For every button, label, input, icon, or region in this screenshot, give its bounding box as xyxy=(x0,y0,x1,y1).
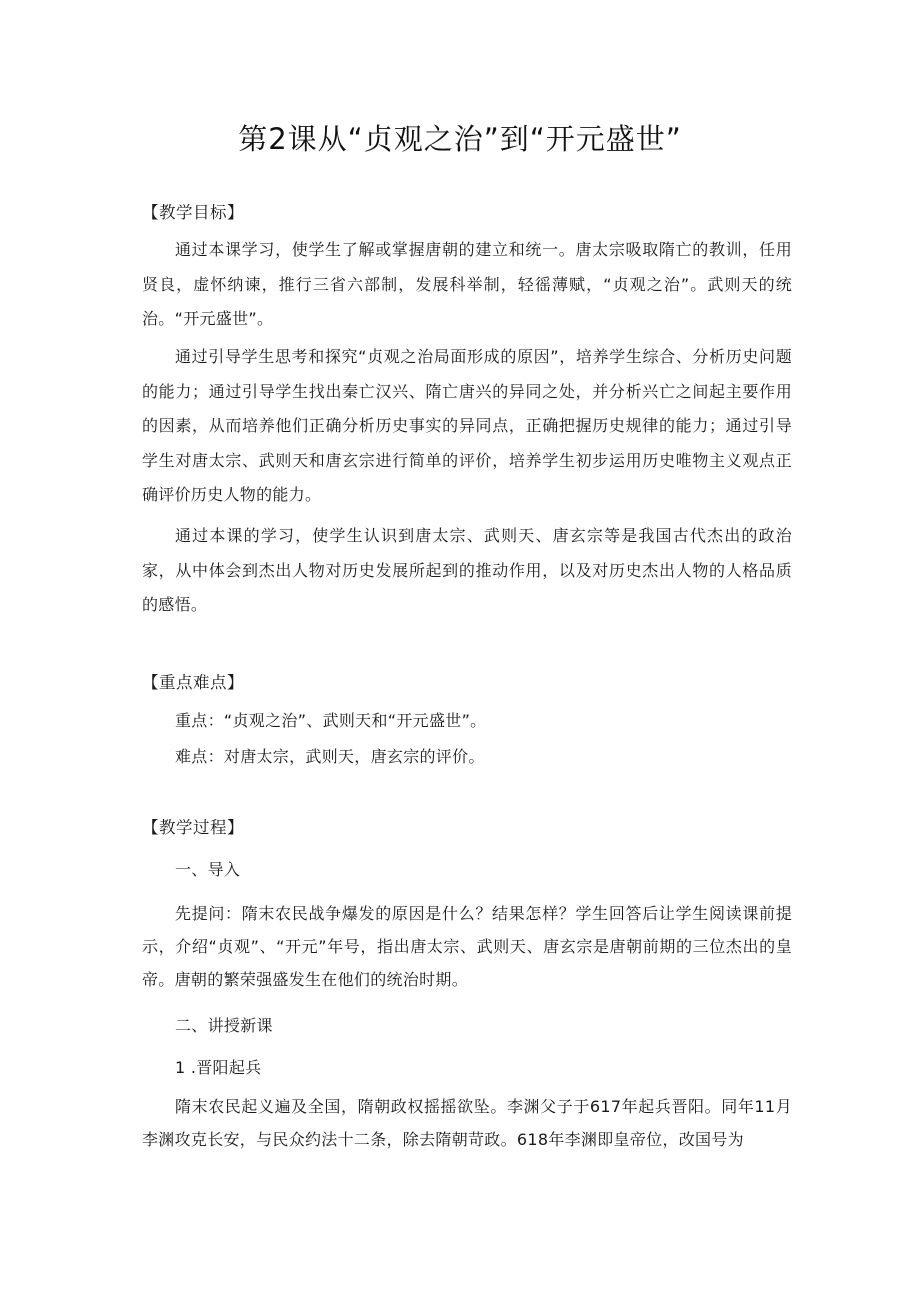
objectives-paragraph-2: 通过引导学生思考和探究“贞观之治局面形成的原因”，培养学生综合、分析历史问题的能力；通过引导学生找出秦亡汉兴、隋亡唐兴的异同之处，并分析兴亡之间起主要作用的因素，从而培养他们正确分析历史事实的异同点，正确把握历史规律的能力；通过引导学生对唐太宗、武则天和唐玄宗进行简单的评价，培养学生初步运用历史唯物主义观点正确评价历史人物的能力。 xyxy=(142,347,792,504)
process-section xyxy=(142,816,792,840)
process-sub1-title-block xyxy=(142,1056,792,1080)
objectives-body-2 xyxy=(142,340,792,513)
key-points-heading: 【重点难点】 xyxy=(142,673,244,692)
process-sub1-text: 隋末农民起义遍及全国，隋朝政权摇摇欲坠。李渊父子于617年起兵晋阳。同年11月李渊攻克长安，与民众约法十二条，除去隋朝苛政。618年李渊即皇帝位，改国号为 xyxy=(142,1097,792,1149)
objectives-paragraph-3: 通过本课的学习，使学生认识到唐太宗、武则天、唐玄宗等是我国古代杰出的政治家，从中体会到杰出人物对历史发展所起到的推动作用，以及对历史杰出人物的人格品质的感悟。 xyxy=(142,526,792,614)
process-intro-text: 先提问：隋末农民战争爆发的原因是什么？结果怎样？学生回答后让学生阅读课前提示，介绍“贞观”、“开元”年号，指出唐太宗、武则天、唐玄宗是唐朝前期的三位杰出的皇帝。唐朝的繁荣强盛发生在他们的统治时期。 xyxy=(142,904,792,989)
process-heading: 【教学过程】 xyxy=(142,818,244,837)
key-points-focus: 重点：“贞观之治”、武则天和“开元盛世”。 xyxy=(175,711,487,730)
process-lesson-title: 二、讲授新课 xyxy=(175,1016,273,1035)
document-title: 第2课从“贞观之治”到“开元盛世” xyxy=(238,122,682,156)
key-points-difficulty-block xyxy=(142,745,792,769)
key-points-section xyxy=(142,671,792,695)
process-intro-text-block xyxy=(142,897,792,996)
process-sub1-title: 1 .晋阳起兵 xyxy=(175,1058,262,1077)
process-sub1-text-block xyxy=(142,1090,792,1156)
process-intro-title-block xyxy=(142,858,792,882)
objectives-heading: 【教学目标】 xyxy=(142,203,244,222)
objectives-paragraph-1: 通过本课学习，使学生了解或掌握唐朝的建立和统一。唐太宗吸取隋亡的教训，任用贤良，虚怀纳谏，推行三省六部制，发展科举制，轻徭薄赋，“贞观之治”。武则天的统治。“开元盛世”。 xyxy=(142,240,792,328)
key-points-difficulty: 难点：对唐太宗，武则天，唐玄宗的评价。 xyxy=(175,747,485,766)
objectives-body-3 xyxy=(142,519,792,623)
process-intro-title: 一、导入 xyxy=(175,860,241,879)
objectives-body xyxy=(142,233,792,337)
objectives-section xyxy=(142,201,792,225)
key-points-focus-block xyxy=(142,709,792,733)
process-lesson-title-block xyxy=(142,1014,792,1038)
